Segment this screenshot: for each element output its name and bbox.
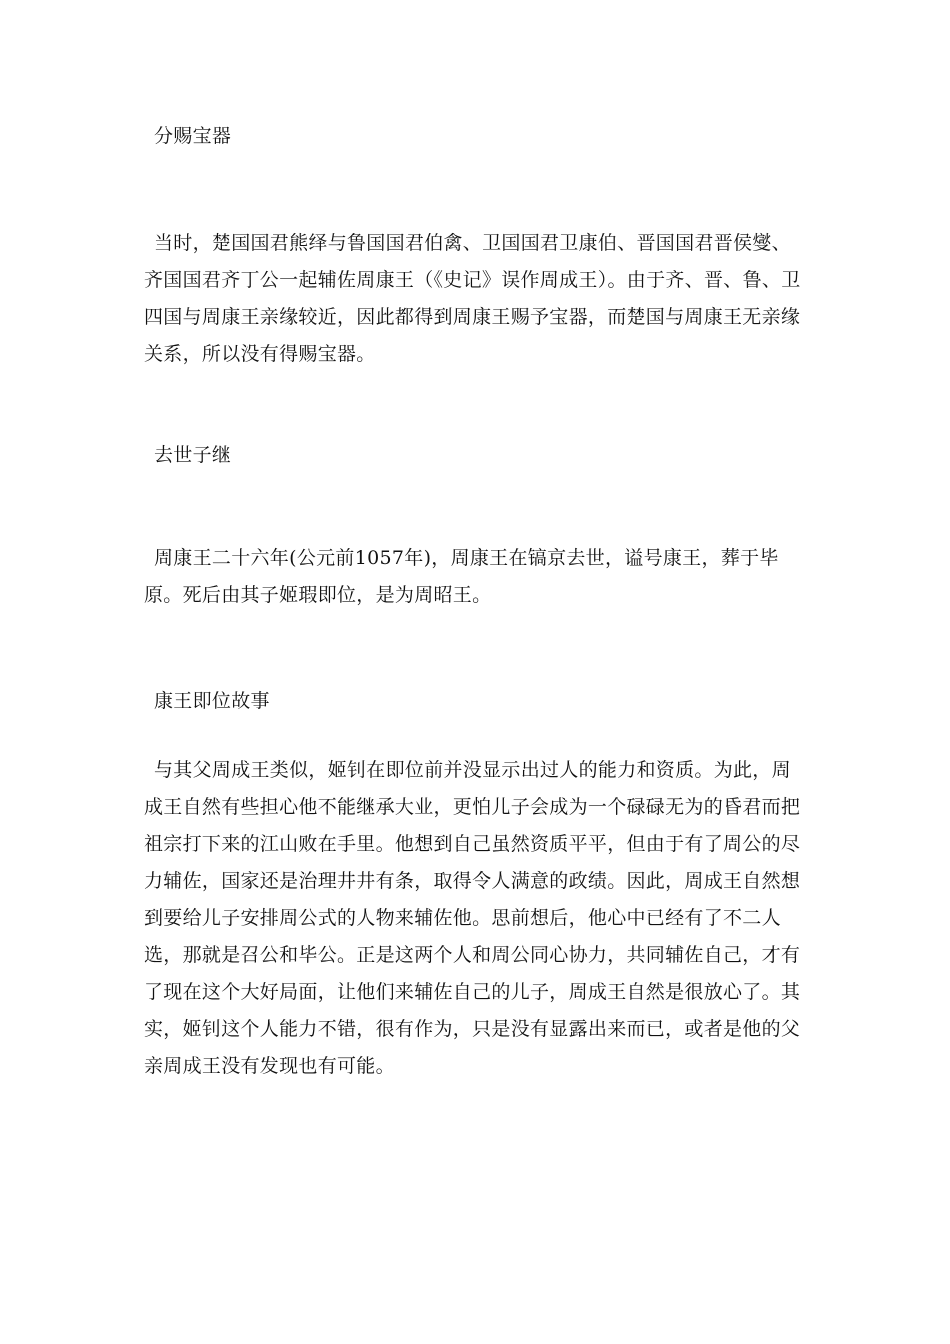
section-heading-kangwang-jiwei-gushi: 康王即位故事 [154,690,270,712]
section-paragraph-fenci-baoqi: 当时，楚国国君熊绎与鲁国国君伯禽、卫国国君卫康伯、晋国国君晋侯燮、齐国国君齐丁公一起辅佐周康王（《史记》误作周成王）。由于齐、晋、鲁、卫四国与周康王亲缘较近，因此都得到周康王赐予宝器，而楚国与周康王无亲缘关系，所以没有得赐宝器。 [144,232,801,365]
section-paragraph-qushi-zi-ji: 周康王二十六年(公元前1057年)，周康王在镐京去世，谥号康王，葬于毕原。死后由其子姬瑕即位，是为周昭王。 [144,547,779,606]
section-heading-qushi-zi-ji: 去世子继 [154,444,232,466]
section-heading-fenci-baoqi: 分赐宝器 [154,125,232,147]
section-paragraph-kangwang-jiwei-gushi: 与其父周成王类似，姬钊在即位前并没显示出过人的能力和资质。为此，周成王自然有些担心他不能继承大业，更怕儿子会成为一个碌碌无为的昏君而把祖宗打下来的江山败在手里。他想到自己虽然资质平平，但由于有了周公的尽力辅佐，国家还是治理井井有条，取得令人满意的政绩。因此，周成王自然想到要给儿子安排周公式的人物来辅佐他。思前想后，他心中已经有了不二人选，那就是召公和毕公。正是这两个人和周公同心协力，共同辅佐自己，才有了现在这个大好局面，让他们来辅佐自己的儿子，周成王自然是很放心了。其实，姬钊这个人能力不错，很有作为，只是没有显露出来而已，或者是他的父亲周成王没有发现也有可能。 [144,759,801,1077]
